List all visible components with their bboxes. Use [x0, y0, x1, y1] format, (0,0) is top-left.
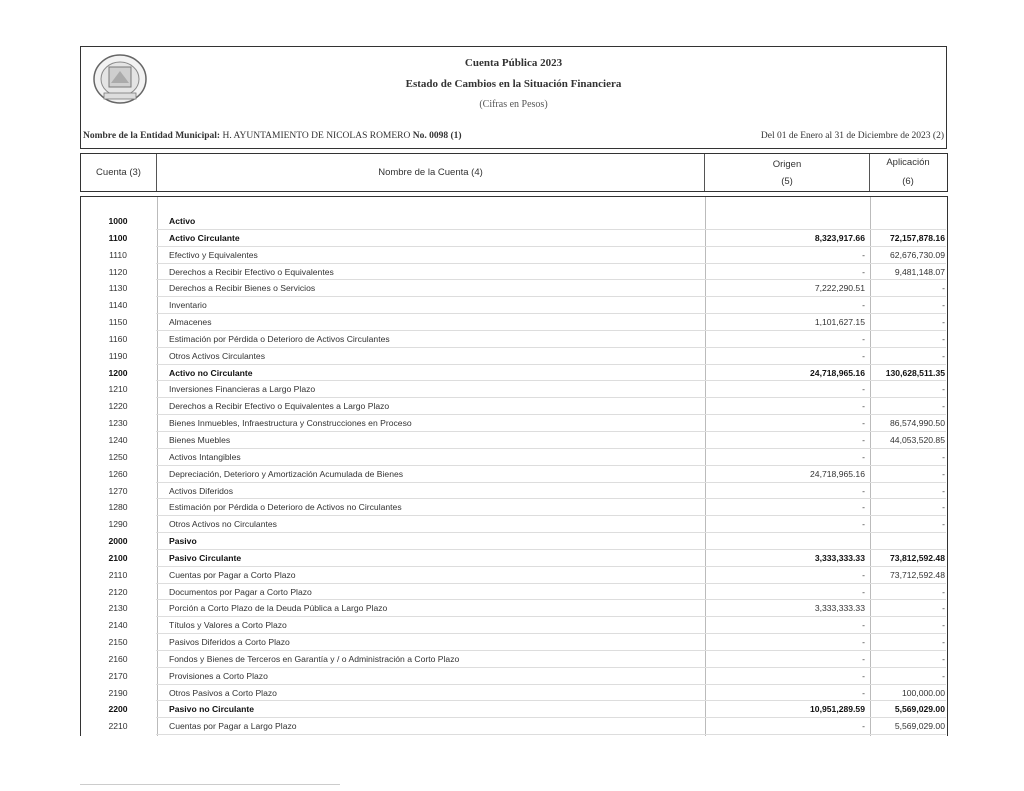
origen-value: 24,718,965.16: [810, 468, 865, 479]
origen-value: -: [862, 300, 865, 311]
account-name: Activo: [169, 216, 196, 226]
aplicacion-value: 73,812,592.48: [890, 552, 945, 563]
account-code: 2140: [108, 620, 128, 631]
account-name: Derechos a Recibir Bienes o Servicios: [169, 283, 316, 294]
account-name: Activo no Circulante: [169, 367, 253, 378]
origen-value: -: [862, 687, 865, 698]
col-origen-number: (5): [781, 176, 793, 187]
report-title: Cuenta Pública 2023: [464, 57, 563, 69]
table-row: [80, 381, 948, 398]
aplicacion-value: 130,628,511.35: [885, 367, 945, 378]
page-footer-rule: [80, 784, 340, 785]
aplicacion-value: -: [942, 384, 945, 395]
aplicacion-value: -: [942, 350, 945, 361]
account-code: 1270: [108, 485, 128, 496]
account-name: Almacenes: [169, 317, 212, 328]
aplicacion-value: 62,676,730.09: [890, 249, 945, 260]
account-code: 1290: [108, 519, 128, 530]
origen-value: -: [862, 451, 865, 462]
table-row: [80, 230, 948, 247]
table-row: [80, 331, 948, 348]
account-name: Estimación por Pérdida o Deterioro de Activos Circulantes: [169, 333, 390, 344]
aplicacion-value: -: [942, 283, 945, 294]
row-divider: [156, 734, 946, 735]
account-name: Activo Circulante: [169, 232, 240, 243]
origen-value: 3,333,333.33: [814, 603, 865, 614]
account-code: 1210: [108, 384, 128, 395]
account-code: 1110: [109, 249, 127, 260]
table-row: [80, 499, 948, 516]
origen-value: 8,323,917.66: [814, 232, 865, 243]
origen-value: -: [862, 569, 865, 580]
account-name: Derechos a Recibir Efectivo o Equivalentes a Largo Plazo: [169, 401, 390, 412]
aplicacion-value: -: [942, 519, 945, 530]
account-code: 1000: [108, 216, 128, 226]
entity-line: [83, 131, 462, 141]
account-name: Documentos por Pagar a Corto Plazo: [169, 586, 312, 597]
origen-value: -: [862, 502, 865, 513]
account-name: Provisiones a Corto Plazo: [169, 670, 268, 681]
account-code: 2000: [108, 536, 128, 547]
table-row: [80, 617, 948, 634]
account-name: Títulos y Valores a Corto Plazo: [169, 620, 287, 631]
origen-value: -: [862, 653, 865, 664]
account-code: 2210: [108, 721, 128, 732]
table-row: [80, 685, 948, 702]
account-name: Bienes Inmuebles, Infraestructura y Construcciones en Proceso: [169, 418, 412, 429]
account-table: [80, 213, 948, 735]
account-name: Activos Intangibles: [169, 451, 241, 462]
account-code: 1260: [108, 468, 128, 479]
account-code: 2170: [108, 670, 128, 681]
origen-value: -: [862, 434, 865, 445]
origen-value: -: [862, 721, 865, 732]
aplicacion-value: -: [942, 586, 945, 597]
account-name: Estimación por Pérdida o Deterioro de Activos no Circulantes: [169, 502, 402, 513]
table-row: [80, 718, 948, 735]
aplicacion-value: 5,569,029.00: [894, 704, 945, 715]
table-row: [80, 415, 948, 432]
table-row: [80, 213, 948, 230]
aplicacion-value: -: [942, 670, 945, 681]
table-row: [80, 550, 948, 567]
account-name: Inventario: [169, 300, 207, 311]
col-nombre: [157, 154, 705, 191]
account-code: 1280: [108, 502, 128, 513]
aplicacion-value: 44,053,520.85: [890, 434, 945, 445]
table-row: [80, 432, 948, 449]
report-subtitle: Estado de Cambios en la Situación Financiera: [405, 78, 622, 90]
origen-value: -: [862, 384, 865, 395]
aplicacion-value: -: [942, 317, 945, 328]
aplicacion-value: -: [942, 451, 945, 462]
table-row: [80, 651, 948, 668]
col-aplicacion-label: Aplicación: [886, 157, 930, 168]
aplicacion-value: -: [942, 637, 945, 648]
table-row: [80, 348, 948, 365]
origen-value: 3,333,333.33: [814, 552, 865, 563]
table-row: [80, 533, 948, 550]
origen-value: -: [862, 333, 865, 344]
account-name: Otros Activos no Circulantes: [169, 519, 277, 530]
origen-value: -: [862, 485, 865, 496]
aplicacion-value: 9,481,148.07: [894, 266, 945, 277]
origen-value: -: [862, 418, 865, 429]
account-name: Efectivo y Equivalentes: [169, 249, 258, 260]
entity-label: Nombre de la Entidad Municipal:: [83, 131, 221, 141]
aplicacion-value: -: [942, 333, 945, 344]
origen-value: -: [862, 401, 865, 412]
report-header: [80, 46, 947, 149]
aplicacion-value: 5,569,029.00: [894, 721, 945, 732]
column-header: [80, 153, 948, 192]
col-cuenta: [81, 154, 157, 191]
account-name: Otros Pasivos a Corto Plazo: [169, 687, 277, 698]
origen-value: -: [862, 249, 865, 260]
account-code: 2130: [108, 603, 128, 614]
account-name: Pasivos Diferidos a Corto Plazo: [169, 637, 290, 648]
aplicacion-value: 86,574,990.50: [890, 418, 945, 429]
account-code: 2190: [108, 687, 128, 698]
table-row: [80, 264, 948, 281]
col-cuenta-label: Cuenta (3): [96, 167, 141, 178]
aplicacion-value: -: [942, 653, 945, 664]
account-name: Pasivo Circulante: [169, 552, 242, 563]
table-row: [80, 466, 948, 483]
table-row: [80, 516, 948, 533]
account-code: 1230: [108, 418, 128, 429]
table-row: [80, 567, 948, 584]
table-row: [80, 449, 948, 466]
table-row: [80, 584, 948, 601]
origen-value: 7,222,290.51: [814, 283, 865, 294]
account-code: 1250: [108, 451, 128, 462]
aplicacion-value: 73,712,592.48: [890, 569, 945, 580]
account-code: 2150: [108, 637, 128, 648]
table-row: [80, 398, 948, 415]
aplicacion-value: -: [942, 468, 945, 479]
aplicacion-value: 100,000.00: [901, 687, 945, 698]
origen-value: -: [862, 670, 865, 681]
period-line: Del 01 de Enero al 31 de Diciembre de 2023 (2): [760, 131, 944, 141]
origen-value: -: [862, 519, 865, 530]
origen-value: -: [862, 586, 865, 597]
account-code: 2200: [108, 704, 128, 715]
col-origen: [705, 154, 870, 191]
account-code: 1150: [108, 317, 128, 328]
aplicacion-value: -: [942, 485, 945, 496]
account-name: Depreciación, Deterioro y Amortización Acumulada de Bienes: [169, 468, 404, 479]
origen-value: 24,718,965.16: [810, 367, 865, 378]
table-row: [80, 483, 948, 500]
account-code: 1190: [108, 350, 128, 361]
table-row: [80, 668, 948, 685]
col-aplicacion: [870, 154, 946, 191]
col-origen-label: Origen: [772, 159, 802, 170]
account-name: Otros Activos Circulantes: [169, 350, 265, 361]
account-code: 2100: [108, 552, 128, 563]
origen-value: -: [862, 350, 865, 361]
origen-value: -: [862, 620, 865, 631]
account-name: Derechos a Recibir Efectivo o Equivalentes: [169, 266, 334, 277]
table-row: [80, 314, 948, 331]
account-code: 1140: [108, 300, 128, 311]
account-code: 1220: [108, 401, 128, 412]
account-name: Pasivo no Circulante: [169, 704, 255, 715]
account-name: Inversiones Financieras a Largo Plazo: [169, 384, 316, 395]
account-code: 1130: [108, 283, 128, 294]
account-code: 1240: [108, 434, 128, 445]
entity-name: H. AYUNTAMIENTO DE NICOLAS ROMERO: [222, 131, 411, 141]
account-code: 1120: [108, 266, 128, 277]
account-code: 2110: [108, 569, 128, 580]
account-name: Porción a Corto Plazo de la Deuda Pública a Largo Plazo: [169, 603, 388, 614]
table-row: [80, 247, 948, 264]
entity-number: No. 0098 (1): [412, 131, 462, 141]
origen-value: -: [862, 266, 865, 277]
col-aplicacion-number: (6): [902, 176, 914, 187]
account-code: 2160: [108, 653, 128, 664]
aplicacion-value: -: [942, 300, 945, 311]
account-code: 2120: [108, 586, 128, 597]
aplicacion-value: -: [942, 603, 945, 614]
table-row: [80, 634, 948, 651]
account-code: 1100: [108, 232, 128, 243]
origen-value: 10,951,289.59: [810, 704, 865, 715]
origen-value: 1,101,627.15: [814, 317, 865, 328]
table-row: [80, 365, 948, 382]
table-row: [80, 280, 948, 297]
account-name: Activos Diferidos: [169, 485, 233, 496]
account-name: Cuentas por Pagar a Corto Plazo: [169, 569, 296, 580]
account-code: 1200: [108, 367, 128, 378]
col-nombre-label: Nombre de la Cuenta (4): [378, 167, 483, 178]
account-code: 1160: [108, 333, 128, 344]
aplicacion-value: -: [942, 401, 945, 412]
table-row: [80, 701, 948, 718]
aplicacion-value: 72,157,878.16: [890, 232, 945, 243]
account-name: Cuentas por Pagar a Largo Plazo: [169, 721, 297, 732]
account-name: Pasivo: [169, 536, 197, 547]
table-row: [80, 600, 948, 617]
account-name: Fondos y Bienes de Terceros en Garantía y / o Administración a Corto Plazo: [169, 653, 460, 664]
account-name: Bienes Muebles: [169, 434, 231, 445]
table-row: [80, 297, 948, 314]
aplicacion-value: -: [942, 502, 945, 513]
origen-value: -: [862, 637, 865, 648]
report-note: (Cifras en Pesos): [479, 99, 548, 110]
aplicacion-value: -: [942, 620, 945, 631]
